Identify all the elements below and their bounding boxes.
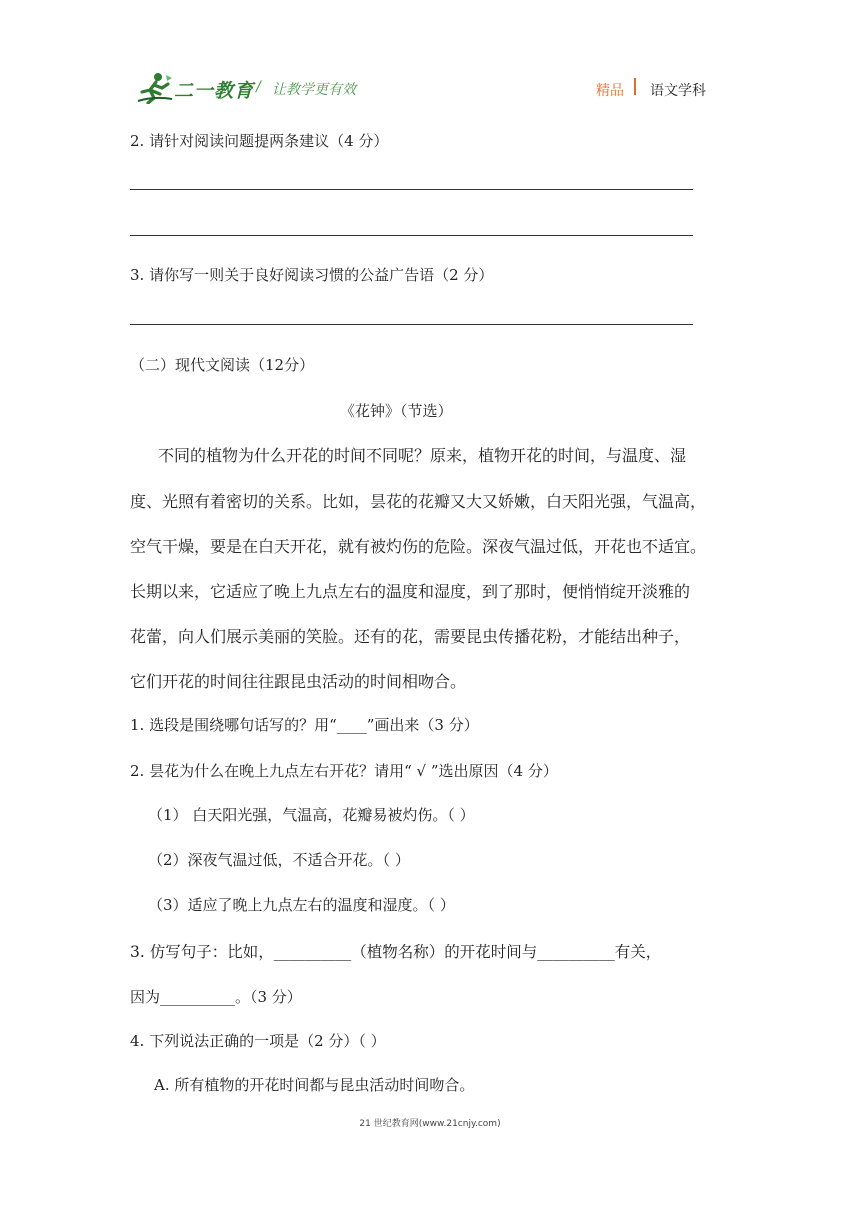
passage-line: 不同的植物为什么开花的时间不同呢？原来，植物开花的时间，与温度、湿 (158, 446, 687, 465)
question-2-option-3: （3）适应了晚上九点左右的温度和湿度。（ ） (148, 896, 455, 914)
question-2: 2. 请针对阅读问题提两条建议（4 分） (130, 132, 389, 150)
reading-question-3-continued: 因为__________。（3 分） (130, 988, 302, 1006)
answer-line (130, 235, 693, 236)
runner-logo-icon (136, 72, 174, 104)
question-2-option-1: （1） 白天阳光强，气温高，花瓣易被灼伤。（ ） (148, 806, 475, 824)
answer-line (130, 189, 693, 190)
answer-line (130, 324, 693, 325)
passage-line: 空气干燥，要是在白天开花，就有被灼伤的危险。深夜气温过低，开花也不适宜。 (130, 537, 707, 556)
question-2-option-2: （2）深夜气温过低，不适合开花。（ ） (148, 851, 410, 869)
passage-title: 《花钟》（节选） (340, 402, 453, 420)
passage-line: 长期以来，它适应了晚上九点左右的温度和湿度，到了那时，便悄悄绽开淡雅的 (130, 582, 691, 601)
reading-question-2: 2. 昙花为什么在晚上九点左右开花？请用“ √ ”选出原因（4 分） (130, 762, 558, 780)
question-4-option-a: A. 所有植物的开花时间都与昆虫活动时间吻合。 (154, 1076, 475, 1094)
reading-question-1: 1. 选段是围绕哪句话写的？用“____”画出来（3 分） (130, 716, 479, 734)
header-slash: / (256, 79, 261, 95)
passage-line: 花蕾，向人们展示美丽的笑脸。还有的花，需要昆虫传播花粉，才能结出种子， (130, 627, 691, 646)
question-3: 3. 请你写一则关于良好阅读习惯的公益广告语（2 分） (130, 266, 494, 284)
reading-question-3: 3. 仿写句子：比如，__________（植物名称）的开花时间与__________有关， (130, 943, 662, 961)
subject-badge: 语文学科 (650, 83, 706, 99)
passage-line: 它们开花的时间往往跟昆虫活动的时间相吻合。 (130, 672, 467, 691)
header-divider (634, 78, 636, 95)
page-footer: 21 世纪教育网(www.21cnjy.com) (359, 1119, 501, 1129)
section-heading: （二）现代文阅读（12分） (130, 356, 315, 374)
brand-name: 二一教育 (174, 80, 255, 102)
reading-question-4: 4. 下列说法正确的一项是（2 分）（ ） (130, 1032, 386, 1050)
quality-badge: 精品 (596, 83, 624, 99)
brand-slogan: 让教学更有效 (272, 82, 356, 98)
passage-line: 度、光照有着密切的关系。比如，昙花的花瓣又大又娇嫩，白天阳光强，气温高， (130, 492, 707, 511)
